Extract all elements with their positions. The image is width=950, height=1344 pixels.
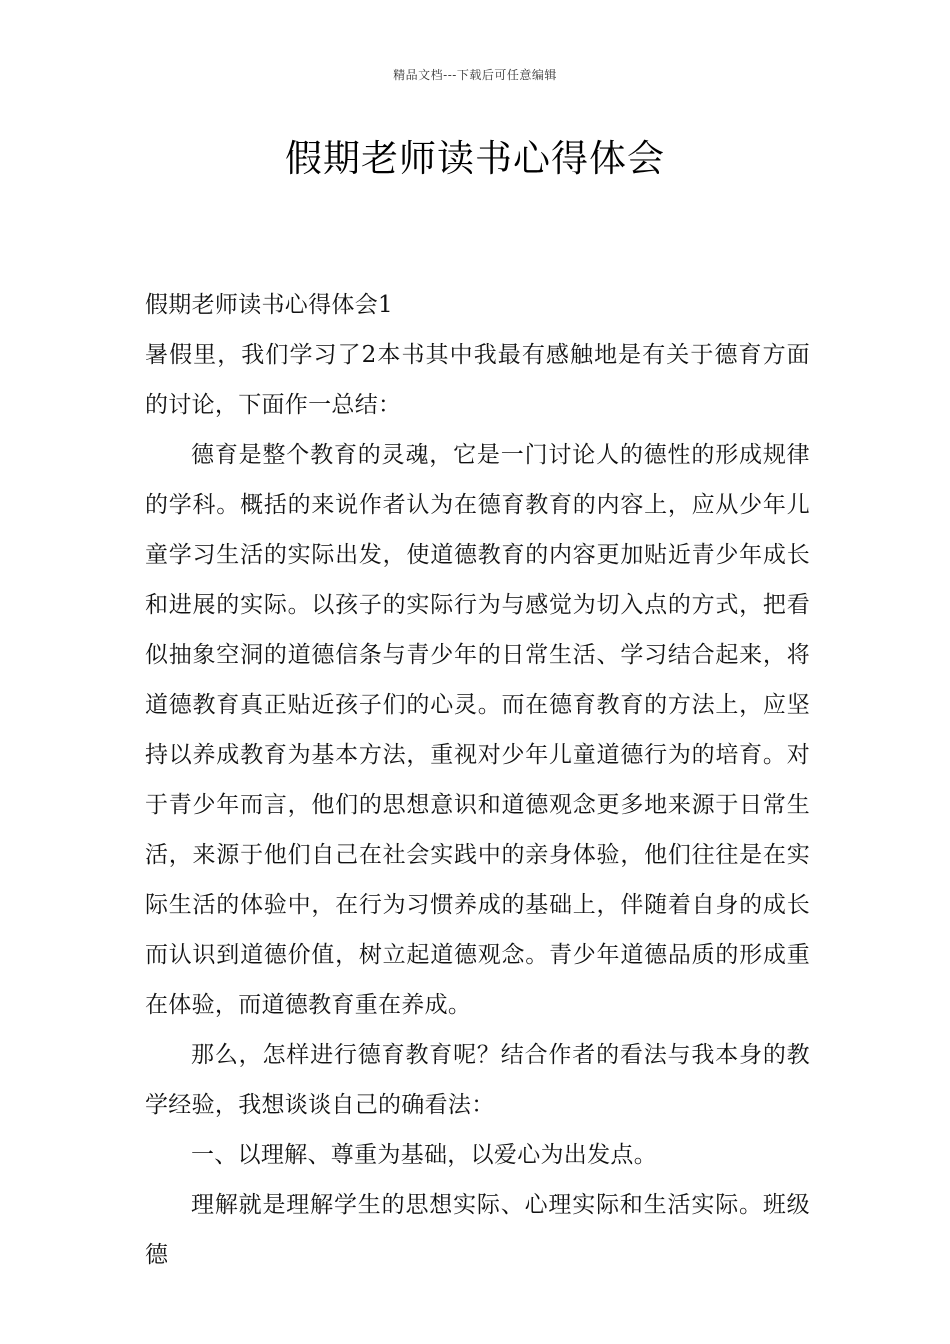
paragraph-point-one: 一、以理解、尊重为基础，以爱心为出发点。: [191, 1142, 657, 1168]
paragraph-understanding: 理解就是理解学生的思想实际、心理实际和生活实际。班级德: [145, 1192, 810, 1268]
paragraph-how-to: 那么，怎样进行德育教育呢？结合作者的看法与我本身的教学经验，我想谈谈自己的确看法：: [145, 1042, 810, 1118]
paragraph-moral-education: 德育是整个教育的灵魂，它是一门讨论人的德性的形成规律的学科。概括的来说作者认为在德育教育的内容上，应从少年儿童学习生活的实际出发，使道德教育的内容更加贴近青少年成长和进展的实际。以孩子的实际行为与感觉为切入点的方式，把看似抽象空洞的道德信条与青少年的日常生活、学习结合起来，将道德教育真正贴近孩子们的心灵。而在德育教育的方法上，应坚持以养成教育为基本方法，重视对少年儿童道德行为的培育。对于青少年而言，他们的思想意识和道德观念更多地来源于日常生活，来源于他们自己在社会实践中的亲身体验，他们往往是在实际生活的体验中，在行为习惯养成的基础上，伴随着自身的成长而认识到道德价值，树立起道德观念。青少年道德品质的形成重在体验，而道德教育重在养成。: [145, 442, 810, 1018]
document-title: 假期老师读书心得体会: [285, 137, 665, 180]
subheading: 假期老师读书心得体会1: [145, 292, 393, 318]
document-body: [145, 280, 810, 1280]
header-note: 精品文档---下载后可任意编辑: [393, 68, 557, 82]
paragraph-intro: 暑假里，我们学习了2本书其中我最有感触地是有关于德育方面的讨论，下面作一总结：: [145, 342, 810, 418]
